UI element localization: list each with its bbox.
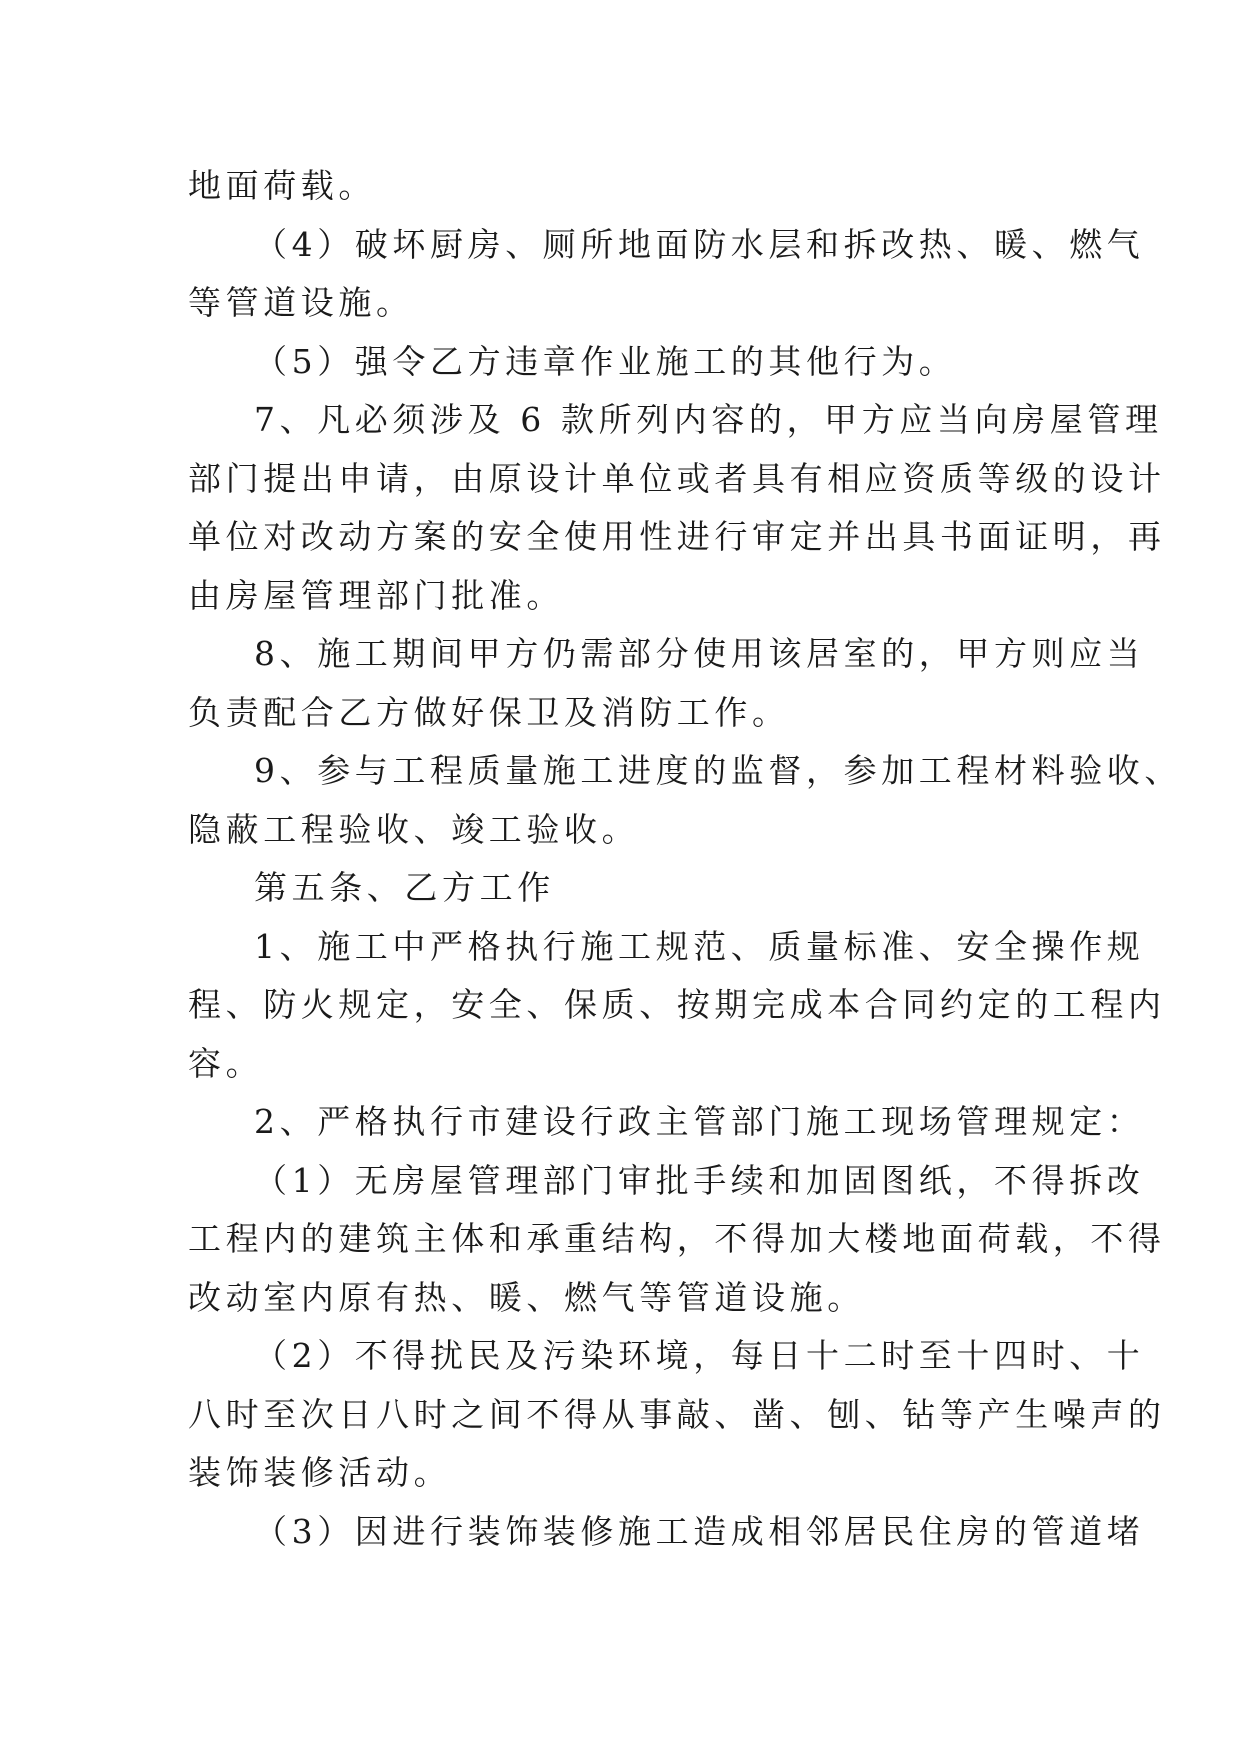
text-line: （4）破坏厨房、厕所地面防水层和拆改热、暖、燃气 — [254, 224, 1145, 264]
paragraph-article5-item-2 — [188, 1327, 1166, 1503]
section-heading-article-5 — [188, 859, 1068, 918]
text-line: 改动室内原有热、暖、燃气等管道设施。 — [188, 1277, 865, 1317]
document-body — [188, 157, 1182, 1561]
paragraph-article5-item-1 — [188, 1152, 1166, 1328]
text-line: （3）因进行装饰装修施工造成相邻居民住房的管道堵 — [254, 1511, 1145, 1551]
text-line: 2、严格执行市建设行政主管部门施工现场管理规定： — [254, 1102, 1145, 1141]
text-line: 由房屋管理部门批准。 — [188, 575, 564, 615]
paragraph-continuation — [188, 157, 1068, 216]
text-line: 8、施工期间甲方仍需部分使用该居室的，甲方则应当 — [254, 634, 1145, 673]
text-line: 工程内的建筑主体和承重结构，不得加大楼地面荷载，不得 — [188, 1219, 1166, 1258]
paragraph-item-4 — [188, 216, 1145, 333]
text-line: 9、参与工程质量施工进度的监督，参加工程材料验收、 — [254, 751, 1182, 790]
paragraph-clause-7 — [188, 391, 1166, 625]
text-line: 部门提出申请，由原设计单位或者具有相应资质等级的设计 — [188, 458, 1166, 498]
text-line: 程、防火规定，安全、保质、按期完成本合同约定的工程内 — [188, 985, 1166, 1024]
paragraph-article5-clause-2 — [188, 1093, 1145, 1152]
paragraph-clause-9 — [188, 742, 1182, 859]
paragraph-item-5 — [188, 333, 1068, 392]
text-line: （2）不得扰民及污染环境，每日十二时至十四时、十 — [254, 1336, 1145, 1375]
text-line: （5）强令乙方违章作业施工的其他行为。 — [254, 341, 957, 381]
text-line: 地面荷载。 — [188, 166, 376, 205]
text-line: 1、施工中严格执行施工规范、质量标准、安全操作规 — [254, 926, 1145, 966]
text-line: 单位对改动方案的安全使用性进行审定并出具书面证明，再 — [188, 517, 1166, 556]
text-line: 隐蔽工程验收、竣工验收。 — [188, 809, 640, 849]
text-line: 7、凡必须涉及 6 款所列内容的，甲方应当向房屋管理 — [254, 400, 1163, 439]
text-line: 容。 — [188, 1043, 264, 1083]
paragraph-article5-clause-1 — [188, 918, 1166, 1094]
text-line: 装饰装修活动。 — [188, 1453, 452, 1492]
text-line: 八时至次日八时之间不得从事敲、凿、刨、钻等产生噪声的 — [188, 1394, 1166, 1434]
paragraph-article5-item-3 — [188, 1503, 1145, 1562]
text-line: （1）无房屋管理部门审批手续和加固图纸，不得拆改 — [254, 1160, 1145, 1200]
text-line: 等管道设施。 — [188, 283, 414, 322]
text-line: 第五条、乙方工作 — [254, 868, 555, 907]
paragraph-clause-8 — [188, 625, 1145, 742]
text-line: 负责配合乙方做好保卫及消防工作。 — [188, 692, 790, 732]
